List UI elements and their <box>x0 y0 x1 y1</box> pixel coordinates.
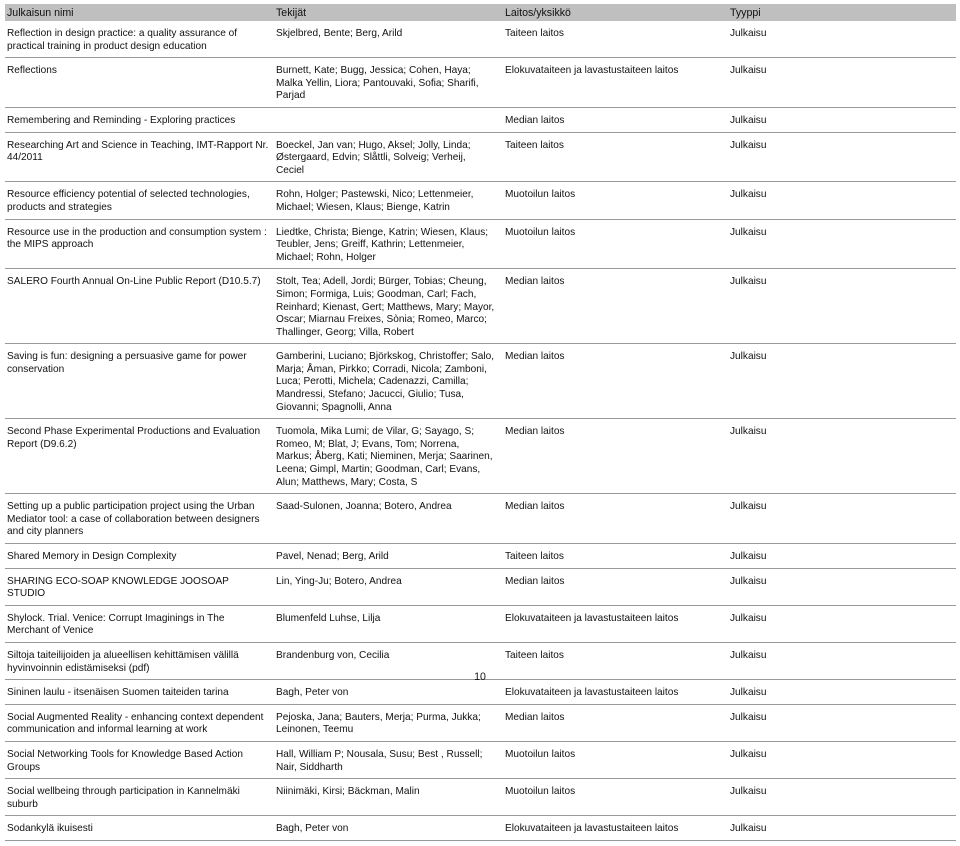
table-row <box>5 499 956 544</box>
cell-authors: Bagh, Peter von <box>276 687 349 699</box>
cell-unit: Muotoilun laitos <box>505 226 576 238</box>
cell-authors: Stolt, Tea; Adell, Jordi; Bürger, Tobias; Cheung, Simon; Formiga, Luis; Goodman, Carl; Fach, Reinhard; Kienast, Gert; Matthews, Mary; Mayor, Oscar; Miarnau Freixes, Sònia; Romeo, Marco; Thallinger, Georg; Villa, Robert <box>276 276 495 338</box>
cell-type: Julkaisu <box>730 351 767 363</box>
cell-unit: Median laitos <box>505 114 565 126</box>
table-row <box>5 549 956 569</box>
table-row <box>5 574 956 606</box>
cell-title: Social Networking Tools for Knowledge Based Action Groups <box>7 748 244 773</box>
cell-authors: Burnett, Kate; Bugg, Jessica; Cohen, Haya; Malka Yellin, Liora; Pantouvaki, Sofia; Sharifi, Parjad <box>276 65 479 102</box>
cell-type: Julkaisu <box>730 28 767 39</box>
cell-title: Shared Memory in Design Complexity <box>7 551 177 562</box>
cell-authors: Rohn, Holger; Pastewski, Nico; Lettenmeier, Michael; Wiesen, Klaus; Bienge, Katrin <box>276 189 474 213</box>
cell-type: Julkaisu <box>730 501 767 513</box>
table-row <box>5 26 956 58</box>
page-number: 10 <box>474 671 486 683</box>
cell-unit: Muotoilun laitos <box>505 189 576 201</box>
cell-title: Remembering and Reminding - Exploring practices <box>7 114 236 126</box>
cell-type: Julkaisu <box>730 226 767 238</box>
cell-unit: Muotoilun laitos <box>505 786 576 798</box>
table-row <box>5 821 956 841</box>
cell-type: Julkaisu <box>730 823 767 835</box>
cell-authors: Skjelbred, Bente; Berg, Arild <box>276 28 403 39</box>
cell-authors: Blumenfeld Luhse, Lilja <box>276 612 381 624</box>
cell-unit: Median laitos <box>505 351 565 363</box>
table-row <box>5 63 956 108</box>
cell-authors: Boeckel, Jan van; Hugo, Aksel; Jolly, Linda; Østergaard, Edvin; Slåttli, Solveig; Verheij, Ceciel <box>276 139 471 176</box>
cell-type: Julkaisu <box>730 114 767 126</box>
cell-title: Setting up a public participation project using the Urban Mediator tool: a case of collaboration between designers and city planners <box>7 501 260 538</box>
cell-title: Reflection in design practice: a quality assurance of practical training in product design education <box>7 28 238 52</box>
cell-authors: Liedtke, Christa; Bienge, Katrin; Wiesen, Klaus; Teubler, Jens; Greiff, Kathrin; Lettenmeier, Michael; Rohn, Holger <box>276 226 489 263</box>
publication-table <box>5 4 956 846</box>
cell-title: Second Phase Experimental Productions and Evaluation Report (D9.6.2) <box>7 426 261 450</box>
cell-type: Julkaisu <box>730 748 767 760</box>
table-row <box>5 225 956 270</box>
header-authors: Tekijät <box>276 6 307 19</box>
cell-unit: Muotoilun laitos <box>505 748 576 760</box>
cell-type: Julkaisu <box>730 189 767 201</box>
cell-unit: Median laitos <box>505 711 565 723</box>
table-row <box>5 685 956 705</box>
cell-title: Reflections <box>7 65 57 77</box>
cell-title: Resource efficiency potential of selected technologies, products and strategies <box>7 189 250 213</box>
table-row <box>5 138 956 183</box>
cell-title: Researching Art and Science in Teaching, IMT-Rapport Nr. 44/2011 <box>7 139 269 164</box>
cell-unit: Elokuvataiteen ja lavastustaiteen laitos <box>505 65 679 77</box>
cell-title: Sodankylä ikuisesti <box>7 823 93 835</box>
cell-unit: Median laitos <box>505 426 565 438</box>
table-row <box>5 784 956 816</box>
cell-type: Julkaisu <box>730 426 767 438</box>
cell-type: Julkaisu <box>730 551 767 562</box>
table-row <box>5 113 956 133</box>
cell-unit: Elokuvataiteen ja lavastustaiteen laitos <box>505 687 679 699</box>
cell-type: Julkaisu <box>730 65 767 77</box>
cell-unit: Median laitos <box>505 501 565 513</box>
cell-type: Julkaisu <box>730 276 767 288</box>
cell-title: Social Augmented Reality - enhancing context dependent communication and informal learning at work <box>7 711 264 736</box>
cell-authors: Pejoska, Jana; Bauters, Merja; Purma, Jukka; Leinonen, Teemu <box>276 711 481 736</box>
table-row <box>5 187 956 219</box>
cell-authors: Gamberini, Luciano; Björkskog, Christoffer; Salo, Marja; Åman, Pirkko; Corradi, Nicola; Zamboni, Luca; Perotti, Michela; Cadenazzi, Camilla; Mandressi, Stefano; Jacucci, Giulio; Tusa, Giovanni; Spagnolli, Anna <box>276 351 495 413</box>
cell-type: Julkaisu <box>730 139 767 151</box>
cell-unit: Taiteen laitos <box>505 649 564 661</box>
cell-unit: Taiteen laitos <box>505 551 564 562</box>
cell-type: Julkaisu <box>730 786 767 798</box>
cell-unit: Elokuvataiteen ja lavastustaiteen laitos <box>505 823 679 835</box>
table-row <box>5 747 956 779</box>
cell-unit: Taiteen laitos <box>505 28 564 39</box>
table-row <box>5 349 956 419</box>
cell-type: Julkaisu <box>730 575 767 587</box>
cell-authors: Tuomola, Mika Lumi; de Vilar, G; Sayago, S; Romeo, M; Blat, J; Evans, Tom; Norrena, Markus; Åberg, Kati; Nieminen, Merja; Saarinen, Leena; Gimpl, Martin; Goodman, Carl; Evans, Alun; Matthews, Mary; Costa, S <box>276 426 493 488</box>
cell-unit: Elokuvataiteen ja lavastustaiteen laitos <box>505 612 679 624</box>
cell-title: Resource use in the production and consumption system : the MIPS approach <box>7 226 267 251</box>
cell-unit: Taiteen laitos <box>505 139 564 151</box>
cell-unit: Median laitos <box>505 276 565 288</box>
header-type: Tyyppi <box>730 6 761 19</box>
cell-authors: Brandenburg von, Cecilia <box>276 649 390 661</box>
cell-authors: Bagh, Peter von <box>276 823 349 835</box>
cell-title: Social wellbeing through participation in Kannelmäki suburb <box>7 786 240 810</box>
cell-type: Julkaisu <box>730 687 767 699</box>
cell-authors: Niinimäki, Kirsi; Bäckman, Malin <box>276 786 420 798</box>
cell-type: Julkaisu <box>730 711 767 723</box>
cell-type: Julkaisu <box>730 612 767 624</box>
cell-type: Julkaisu <box>730 649 767 661</box>
table-body <box>5 26 956 841</box>
cell-title: Shylock. Trial. Venice: Corrupt Imaginings in The Merchant of Venice <box>7 612 225 637</box>
cell-title: Siltoja taiteilijoiden ja alueellisen kehittämisen välillä hyvinvoinnin edistämiseksi (pdf) <box>7 649 239 674</box>
cell-title: Saving is fun: designing a persuasive game for power conservation <box>7 351 247 375</box>
cell-authors: Lin, Ying-Ju; Botero, Andrea <box>276 575 402 587</box>
cell-unit: Median laitos <box>505 575 565 587</box>
table-row <box>5 274 956 344</box>
header-unit: Laitos/yksikkö <box>505 6 571 19</box>
cell-authors: Saad-Sulonen, Joanna; Botero, Andrea <box>276 501 452 513</box>
table-header <box>5 4 956 21</box>
cell-title: Sininen laulu - itsenäisen Suomen taiteiden tarina <box>7 687 229 699</box>
cell-authors: Pavel, Nenad; Berg, Arild <box>276 551 389 562</box>
cell-authors: Hall, William P; Nousala, Susu; Best , Russell; Nair, Siddharth <box>276 748 483 773</box>
table-row <box>5 424 956 494</box>
cell-title: SHARING ECO-SOAP KNOWLEDGE JOOSOAP STUDIO <box>7 575 229 600</box>
header-title: Julkaisun nimi <box>7 6 74 19</box>
cell-title: SALERO Fourth Annual On-Line Public Report (D10.5.7) <box>7 276 261 288</box>
table-row <box>5 611 956 643</box>
table-row <box>5 710 956 742</box>
